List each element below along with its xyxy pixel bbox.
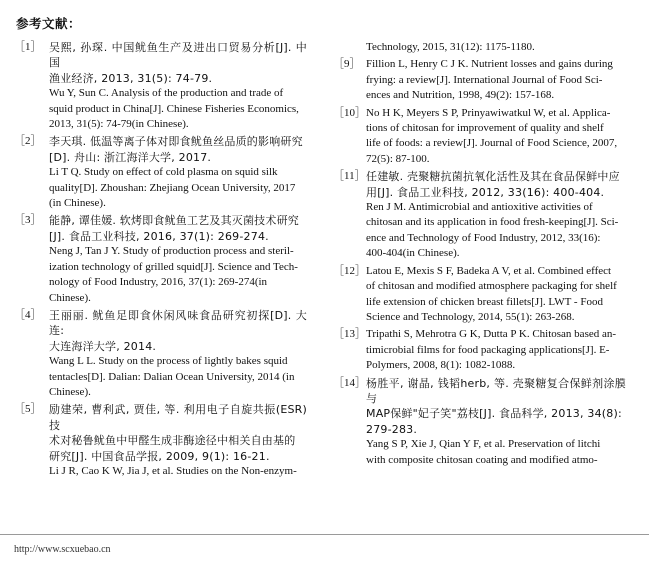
reference-line: 励建荣, 曹利武, 贾佳, 等. 利用电子自旋共振(ESR)技 [49, 403, 307, 432]
reference-line: Li J R, Cao K W, Jia J, et al. Studies on the Non-enzym- [49, 464, 297, 477]
reference-number: ［5］ [14, 403, 42, 416]
reference-number: ［12］ [333, 264, 366, 277]
reference-entry [333, 40, 626, 55]
reference-line: Chinese). [49, 291, 91, 304]
reference-entry [14, 308, 307, 400]
reference-line: nology of Food Industry, 2016, 37(1): 269-274(in [49, 276, 268, 289]
reference-line: 杨胜平, 谢晶, 钱韬herb, 等. 壳聚糖复合保鲜剂涂膜与 [366, 376, 626, 405]
reference-line: Ren J M. Antimicrobial and antioxitive activities of [366, 201, 593, 214]
reference-text [366, 327, 626, 373]
reference-entry [333, 106, 626, 168]
reference-line: Latou E, Mexis S F, Badeka A V, et al. Combined effect [366, 264, 612, 277]
reference-line: 吴熙, 孙琛. 中国鱿鱼生产及进出口贸易分析[J]. 中国 [49, 41, 307, 70]
reference-text [366, 40, 626, 55]
reference-line: 能静, 谭佳媛. 软烤即食鱿鱼工艺及其灭菌技术研究 [49, 214, 299, 228]
reference-entry [333, 327, 626, 373]
reference-line: Neng J, Tan J Y. Study of production process and steril- [49, 245, 294, 258]
reference-number: ［3］ [14, 214, 42, 227]
reference-line: 李天琪. 低温等离子体对即食鱿鱼丝品质的影响研究 [49, 135, 303, 149]
reference-line: Science and Technology, 2014, 55(1): 263-268. [366, 310, 575, 323]
reference-entry [14, 134, 307, 211]
reference-line: ences and Nutrition, 1998, 49(2): 157-168. [366, 89, 555, 102]
reference-line: tentacles[D]. Dalian: Dalian Ocean University, 2014 (in [49, 370, 295, 383]
reference-number: ［9］ [333, 58, 361, 71]
reference-number: ［1］ [14, 41, 42, 53]
reference-entry [14, 402, 307, 479]
reference-number: ［13］ [333, 328, 366, 341]
reference-line: [D]. 舟山: 浙江海洋大学, 2017. [49, 150, 212, 164]
reference-line: (in Chinese). [49, 197, 106, 210]
reference-line: 王丽丽. 鱿鱼足即食休闲风味食品研究初探[D]. 大连: [49, 308, 307, 338]
page-title: 参考文献： [16, 17, 82, 31]
reference-line: Li T Q. Study on effect of cold plasma on squid silk [49, 166, 278, 179]
reference-entry [333, 57, 626, 103]
reference-line: Technology, 2015, 31(12): 1175-1180. [366, 41, 535, 53]
reference-line: ence and Technology of Food Industry, 2012, 33(16): [366, 231, 601, 244]
reference-line: Wang L L. Study on the process of lightly bakes squid [49, 355, 288, 368]
reference-entry [14, 40, 307, 132]
reference-line: tions of chitosan for improvement of quality and shelf [366, 122, 604, 135]
reference-line: quality[D]. Zhoushan: Zhejiang Ocean University, 2017 [49, 181, 296, 194]
reference-line: with composite chitosan coating and modified atmo- [366, 453, 598, 466]
reference-text [49, 213, 307, 305]
left-column [14, 40, 307, 481]
reference-line: Yang S P, Xie J, Qian Y F, et al. Preservation of litchi [366, 438, 601, 451]
reference-line: Tripathi S, Mehrotra G K, Dutta P K. Chitosan based an- [366, 328, 617, 341]
reference-text [49, 40, 307, 132]
reference-number: ［2］ [14, 135, 42, 148]
reference-line: 2013, 31(5): 74-79(in Chinese). [49, 118, 189, 131]
reference-number: ［10］ [333, 106, 366, 119]
reference-text [49, 402, 307, 479]
reference-line: 279-283. [366, 422, 418, 436]
reference-line: Wu Y, Sun C. Analysis of the production and trade of [49, 87, 284, 100]
reference-line: 用[J]. 食品工业科技, 2012, 33(16): 400-404. [366, 185, 605, 199]
reference-line: Fillion L, Henry C J K. Nutrient losses and gains during [366, 58, 613, 71]
reference-line: 72(5): 87-100. [366, 152, 430, 165]
reference-text [366, 264, 626, 326]
reference-text [366, 169, 626, 261]
reference-line: chitosan and its application in food fresh-keeping[J]. Sci- [366, 216, 619, 229]
reference-number: ［14］ [333, 376, 366, 389]
reference-line: 大连海洋大学, 2014. [49, 339, 157, 353]
reference-text [366, 376, 626, 468]
reference-line: squid product in China[J]. Chinese Fisheries Economics, [49, 102, 299, 115]
reference-entry [333, 376, 626, 468]
right-column [333, 40, 626, 470]
reference-line: 400-404(in Chinese). [366, 247, 460, 260]
reference-line: 渔业经济, 2013, 31(5): 74-79. [49, 71, 213, 85]
reference-number: ［11］ [333, 170, 366, 183]
reference-line: Chinese). [49, 385, 91, 398]
reference-line: of chitosan and modified atmosphere packaging for shelf [366, 280, 617, 293]
reference-line: life extension of chicken breast fillets[J]. LWT - Food [366, 295, 603, 308]
reference-line: Polymers, 2008, 8(1): 1082-1088. [366, 359, 516, 372]
reference-text [49, 134, 307, 211]
reference-line: life of foods: a review[J]. Journal of Food Science, 2007, [366, 137, 618, 150]
reference-entry [14, 213, 307, 305]
reference-text [49, 308, 307, 400]
reference-line: MAP保鲜"妃子笑"荔枝[J]. 食品科学, 2013, 34(8): [366, 407, 622, 421]
reference-line: timicrobial films for food packaging applications[J]. E- [366, 343, 610, 356]
reference-line: ization technology of grilled squid[J]. Science and Tech- [49, 260, 298, 273]
reference-entry [333, 169, 626, 261]
two-column-layout [14, 40, 635, 481]
reference-line: 研究[J]. 中国食品学报, 2009, 9(1): 16-21. [49, 449, 270, 463]
reference-line: frying: a review[J]. International Journal of Food Sci- [366, 73, 603, 86]
reference-text [366, 57, 626, 103]
reference-line: 任建敏. 壳聚糖抗菌抗氧化活性及其在食品保鲜中应 [366, 170, 620, 184]
reference-line: 术对秘鲁鱿鱼中甲醛生成非酶途径中相关自由基的 [49, 434, 296, 448]
reference-line: [J]. 食品工业科技, 2016, 37(1): 269-274. [49, 229, 269, 243]
reference-number: ［4］ [14, 308, 42, 321]
journal-url: http://www.scxuebao.cn [14, 544, 111, 555]
reference-line: No H K, Meyers S P, Prinyawiwatkul W, et al. Applica- [366, 106, 611, 119]
page-footer [0, 534, 649, 561]
reference-text [366, 106, 626, 168]
reference-entry [333, 264, 626, 326]
